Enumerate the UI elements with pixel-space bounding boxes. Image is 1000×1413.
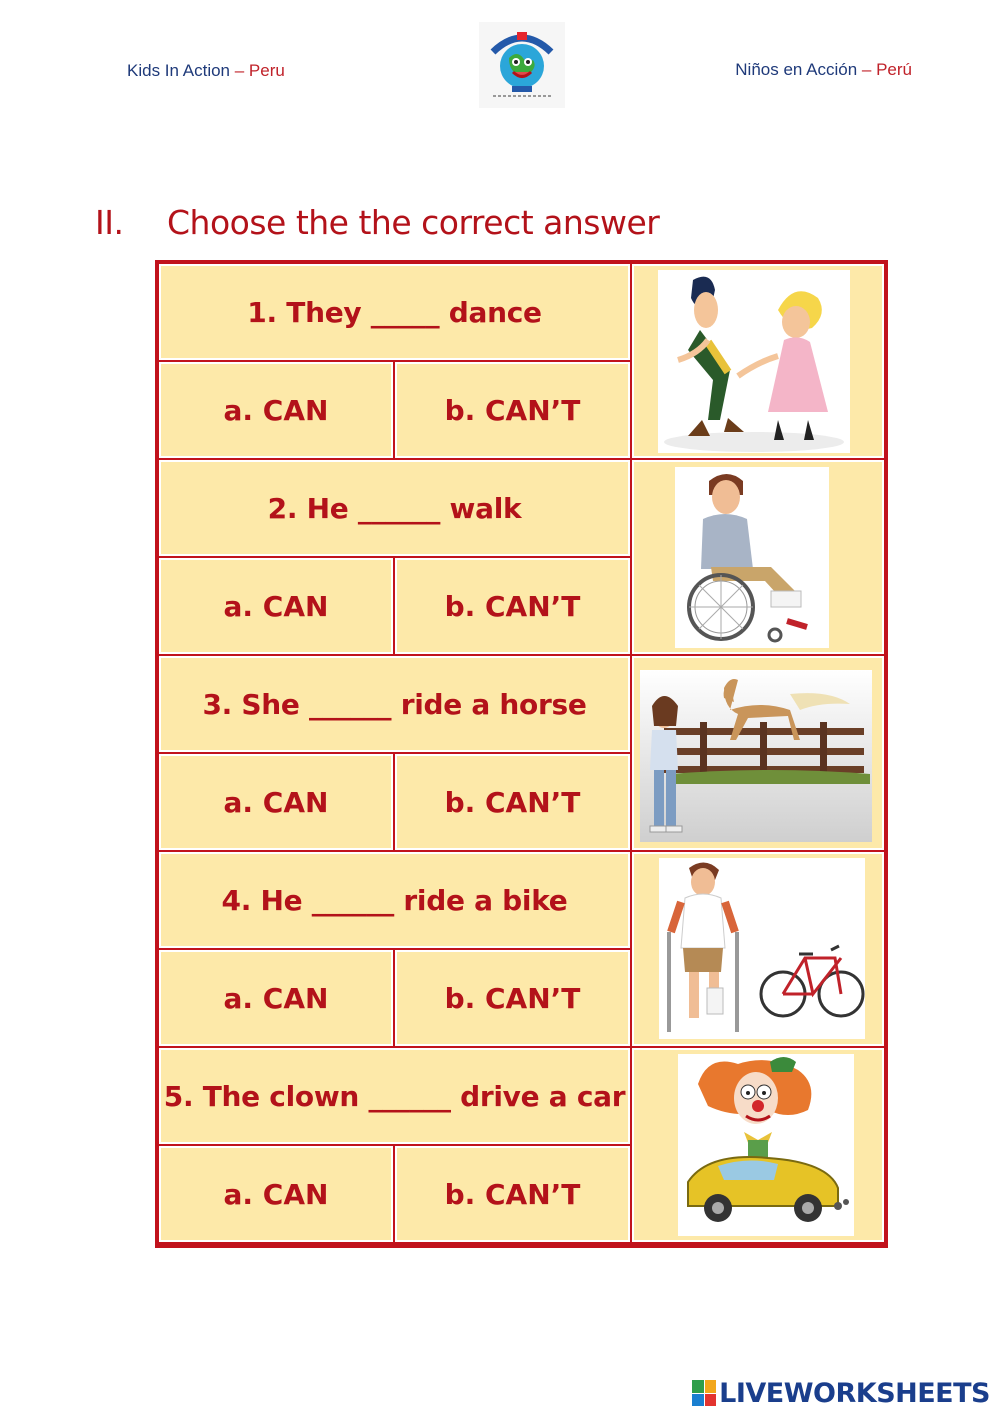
section-number: II. [95,203,124,242]
question-3: 3. She ______ ride a horse [159,656,630,752]
question-1-option-b[interactable]: b. CAN’T [395,362,630,458]
header-right-peru: – Perú [861,60,912,79]
liveworksheets-brand: LIVEWORKSHEETS [719,1377,990,1409]
question-4: 4. He ______ ride a bike [159,852,630,948]
question-5-option-b[interactable]: b. CAN’T [395,1146,630,1242]
header-right-en-accion: en Acción [778,60,862,79]
question-2-option-a[interactable]: a. CAN [159,558,393,654]
liveworksheets-mark-icon [692,1380,716,1406]
clown-car-image [678,1054,854,1236]
question-4-image-cell [632,852,884,1046]
section-title: Choose the the correct answer [167,203,660,242]
kids-in-action-logo [479,22,565,108]
question-2: 2. He ______ walk [159,460,630,556]
question-5-option-a[interactable]: a. CAN [159,1146,393,1242]
question-3-image-cell [632,656,884,850]
girl-horse-image [640,670,872,842]
question-2-image-cell [632,460,884,654]
question-4-option-a[interactable]: a. CAN [159,950,393,1046]
question-3-option-b[interactable]: b. CAN’T [395,754,630,850]
header-left-peru: – Peru [234,61,285,80]
section-heading [95,203,659,242]
question-4-option-b[interactable]: b. CAN’T [395,950,630,1046]
liveworksheets-logo [692,1376,990,1410]
question-1-image-cell [632,264,884,458]
question-3-option-a[interactable]: a. CAN [159,754,393,850]
dancing-couple-image [658,270,850,453]
crutches-bike-image [659,858,865,1039]
header-right-ninos: Niños [735,60,779,79]
question-1: 1. They _____ dance [159,264,630,360]
question-5-image-cell [632,1048,884,1242]
header-right [735,60,912,80]
quiz-table [155,260,888,1248]
header-left-kids: Kids [127,61,161,80]
question-1-option-a[interactable]: a. CAN [159,362,393,458]
header-left [127,61,285,81]
question-5: 5. The clown ______ drive a car [159,1048,630,1144]
header-left-in-action: In Action [160,61,235,80]
question-2-option-b[interactable]: b. CAN’T [395,558,630,654]
wheelchair-boy-image [675,467,829,648]
